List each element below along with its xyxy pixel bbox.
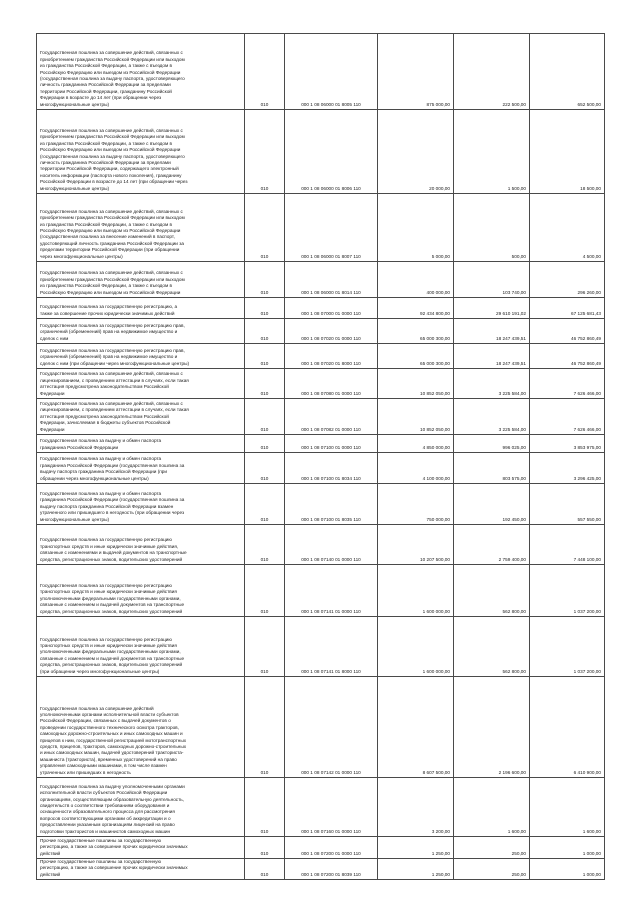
row-remaining-amount: 67 125 681,43 bbox=[530, 298, 605, 319]
row-approved-amount: 875 000,00 bbox=[378, 34, 454, 110]
row-line-code: 010 bbox=[245, 453, 285, 484]
row-remaining-amount: 557 550,00 bbox=[530, 484, 605, 525]
table-row bbox=[37, 778, 605, 837]
row-budget-code: 000 1 08 07160 01 0000 110 bbox=[285, 778, 378, 837]
row-remaining-amount: 6 410 900,00 bbox=[530, 677, 605, 778]
row-approved-amount: 1 600 000,00 bbox=[378, 617, 454, 677]
table-row bbox=[37, 837, 605, 859]
row-executed-amount: 1 500,00 bbox=[454, 110, 530, 194]
row-executed-amount: 803 575,00 bbox=[454, 453, 530, 484]
row-executed-amount: 562 800,00 bbox=[454, 565, 530, 617]
row-remaining-amount: 1 037 200,00 bbox=[530, 617, 605, 677]
row-budget-code: 000 1 08 07140 01 0000 110 bbox=[285, 525, 378, 565]
row-remaining-amount: 46 752 860,49 bbox=[530, 344, 605, 369]
row-executed-amount: 1 600,00 bbox=[454, 778, 530, 837]
row-line-code: 010 bbox=[245, 778, 285, 837]
row-line-code: 010 bbox=[245, 369, 285, 399]
row-line-code: 010 bbox=[245, 617, 285, 677]
row-remaining-amount: 1 000,00 bbox=[530, 859, 605, 880]
row-approved-amount: 92 434 800,00 bbox=[378, 298, 454, 319]
row-budget-code: 000 1 08 06000 01 8006 110 bbox=[285, 110, 378, 194]
row-budget-code: 000 1 08 07100 01 8034 110 bbox=[285, 453, 378, 484]
table-row bbox=[37, 525, 605, 565]
table-row bbox=[37, 453, 605, 484]
table-row bbox=[37, 859, 605, 880]
revenue-table-page bbox=[36, 33, 604, 880]
row-line-code: 010 bbox=[245, 837, 285, 859]
row-executed-amount: 2 196 600,00 bbox=[454, 677, 530, 778]
row-approved-amount: 1 250,00 bbox=[378, 859, 454, 880]
row-budget-code: 000 1 08 07100 01 0000 110 bbox=[285, 435, 378, 453]
row-description: Государственная пошлина за совершение действий, связанных с приобретением гражданства Российской Федерации или выходом из гражданства Российской Федерации, а также с въездом в Российскую Федерацию или выездом из Российской Федерации bbox=[37, 262, 245, 298]
row-description: Государственная пошлина за выдачу уполномоченными органами исполнительной власти субъектов Российской Федерации организациям, осуществляющим образовательную деятельность, свидетельств о соответствии требованиям оборудования и оснащенности образовательного процесса для рассмотрения вопросов соответствующими органами об аккредитации и о предоставлении указанным организациям лицензий на право подготовки трактористов и машинистов самоходных машин bbox=[37, 778, 245, 837]
table-row bbox=[37, 369, 605, 399]
row-executed-amount: 250,00 bbox=[454, 837, 530, 859]
row-line-code: 010 bbox=[245, 525, 285, 565]
row-executed-amount: 2 759 400,00 bbox=[454, 525, 530, 565]
row-budget-code: 000 1 08 07082 01 0000 110 bbox=[285, 399, 378, 435]
row-line-code: 010 bbox=[245, 435, 285, 453]
row-approved-amount: 1 600 000,00 bbox=[378, 565, 454, 617]
row-line-code: 010 bbox=[245, 859, 285, 880]
row-remaining-amount: 3 296 425,00 bbox=[530, 453, 605, 484]
row-budget-code: 000 1 08 07100 01 8035 110 bbox=[285, 484, 378, 525]
row-executed-amount: 996 025,00 bbox=[454, 435, 530, 453]
row-description: Государственная пошлина за государственную регистрацию транспортных средств и иные юридически значимые действия уполномоченными федеральными государственными органами, связанные с изменением и выдачей документов на транспортные средства, регистрационных знаков, водительских удостоверений (при обращении через многофункциональные центры) bbox=[37, 617, 245, 677]
table-row bbox=[37, 194, 605, 262]
row-approved-amount: 750 000,00 bbox=[378, 484, 454, 525]
row-line-code: 010 bbox=[245, 319, 285, 344]
row-description: Государственная пошлина за государственную регистрацию, а также за совершение прочих юридически значимых действий bbox=[37, 298, 245, 319]
table-row bbox=[37, 34, 605, 110]
row-budget-code: 000 1 08 07080 01 0000 110 bbox=[285, 369, 378, 399]
row-line-code: 010 bbox=[245, 194, 285, 262]
row-approved-amount: 65 000 300,00 bbox=[378, 319, 454, 344]
row-budget-code: 000 1 08 07200 01 8039 110 bbox=[285, 859, 378, 880]
row-description: Государственная пошлина за совершение действий, связанных с лицензированием, с проведением аттестации в случаях, если такая аттестация предусмотрена законодательством Российской Федерации bbox=[37, 369, 245, 399]
row-description: Прочие государственные пошлины за государственную регистрацию, а также за совершение прочих юридически значимых действий bbox=[37, 837, 245, 859]
row-approved-amount: 5 000,00 bbox=[378, 194, 454, 262]
row-line-code: 010 bbox=[245, 262, 285, 298]
table-row bbox=[37, 344, 605, 369]
row-approved-amount: 65 000 300,00 bbox=[378, 344, 454, 369]
table-row bbox=[37, 565, 605, 617]
row-executed-amount: 500,00 bbox=[454, 194, 530, 262]
row-description: Государственная пошлина за совершение действий уполномоченными органами исполнительной власти субъектов Российской Федерации, связанных с выдачей документов о проведении государственного технического осмотра тракторов, самоходных дорожно-строительных и иных самоходных машин и прицепов к ним, государственной регистрацией мототранспортных средств, прицепов, тракторов, самоходных дорожно-строительных и иных самоходных машин, выдачей удостоверений тракториста- машиниста (тракториста), временных удостоверений на право управления самоходными машинами, в том числе взамен утраченных или пришедших в негодность bbox=[37, 677, 245, 778]
row-executed-amount: 18 247 439,51 bbox=[454, 344, 530, 369]
row-remaining-amount: 3 853 975,00 bbox=[530, 435, 605, 453]
row-budget-code: 000 1 08 06000 01 8007 110 bbox=[285, 194, 378, 262]
row-remaining-amount: 4 500,00 bbox=[530, 194, 605, 262]
row-description: Государственная пошлина за выдачу и обмен паспорта гражданина Российской Федерации bbox=[37, 435, 245, 453]
row-remaining-amount: 7 448 100,00 bbox=[530, 525, 605, 565]
row-line-code: 010 bbox=[245, 298, 285, 319]
row-budget-code: 000 1 08 07020 01 0000 110 bbox=[285, 319, 378, 344]
row-description: Государственная пошлина за государственную регистрацию прав, ограничений (обременений) прав на недвижимое имущество и сделок с ним (при обращении через многофункциональные центры) bbox=[37, 344, 245, 369]
row-approved-amount: 10 852 050,00 bbox=[378, 399, 454, 435]
row-executed-amount: 103 740,00 bbox=[454, 262, 530, 298]
row-executed-amount: 3 225 584,00 bbox=[454, 399, 530, 435]
row-approved-amount: 400 000,00 bbox=[378, 262, 454, 298]
revenue-table bbox=[36, 33, 605, 880]
table-row bbox=[37, 677, 605, 778]
row-approved-amount: 10 207 500,00 bbox=[378, 525, 454, 565]
row-budget-code: 000 1 08 07141 01 8000 110 bbox=[285, 617, 378, 677]
table-row bbox=[37, 110, 605, 194]
row-executed-amount: 18 247 439,51 bbox=[454, 319, 530, 344]
row-remaining-amount: 1 600,00 bbox=[530, 778, 605, 837]
row-remaining-amount: 7 626 466,00 bbox=[530, 399, 605, 435]
row-line-code: 010 bbox=[245, 34, 285, 110]
table-row bbox=[37, 617, 605, 677]
row-executed-amount: 222 500,00 bbox=[454, 34, 530, 110]
row-line-code: 010 bbox=[245, 565, 285, 617]
row-budget-code: 000 1 08 06000 01 8005 110 bbox=[285, 34, 378, 110]
row-description: Государственная пошлина за выдачу и обмен паспорта гражданина Российской Федерации (государственная пошлина за выдачу паспорта гражданина Российской Федерации взамен утраченного или пришедшего в негодность (при обращении через многофункциональные центры) bbox=[37, 484, 245, 525]
table-row bbox=[37, 484, 605, 525]
row-remaining-amount: 652 500,00 bbox=[530, 34, 605, 110]
row-remaining-amount: 296 260,00 bbox=[530, 262, 605, 298]
row-remaining-amount: 1 000,00 bbox=[530, 837, 605, 859]
row-description: Государственная пошлина за государственную регистрацию транспортных средств и иные юридически значимые действия, связанные с изменениями и выдачей документов на транспортные средства, регистрационных знаков, водительских удостоверений bbox=[37, 525, 245, 565]
row-approved-amount: 20 000,00 bbox=[378, 110, 454, 194]
row-description: Государственная пошлина за выдачу и обмен паспорта гражданина Российской Федерации (государственная пошлина за выдачу паспорта гражданина Российской Федерации (при обращении через многофункциональные центры) bbox=[37, 453, 245, 484]
row-description: Прочие государственные пошлины за государственную регистрацию, а также за совершение прочих юридически значимых действий bbox=[37, 859, 245, 880]
row-line-code: 010 bbox=[245, 677, 285, 778]
row-description: Государственная пошлина за совершение действий, связанных с приобретением гражданства Российской Федерации или выходом из гражданства Российской Федерации, а также с въездом в Российскую Федерацию или выездом из Российской Федерации (государственная пошлина за выдачу паспорта, удостоверяющего личность гражданина Российской Федерации за пределами территории Российской Федерации, содержащего электронный носитель информации (паспорта нового поколения), гражданину Российской Федерации в возрасте до 14 лет (при обращении через многофункциональные центры) bbox=[37, 110, 245, 194]
table-row bbox=[37, 298, 605, 319]
table-row bbox=[37, 399, 605, 435]
row-remaining-amount: 46 752 860,49 bbox=[530, 319, 605, 344]
row-line-code: 010 bbox=[245, 110, 285, 194]
row-approved-amount: 3 200,00 bbox=[378, 778, 454, 837]
row-approved-amount: 4 100 000,00 bbox=[378, 453, 454, 484]
row-approved-amount: 10 852 050,00 bbox=[378, 369, 454, 399]
row-approved-amount: 1 250,00 bbox=[378, 837, 454, 859]
row-remaining-amount: 18 500,00 bbox=[530, 110, 605, 194]
row-description: Государственная пошлина за государственную регистрацию транспортных средств и иные юридически значимые действия уполномоченными федеральными государственными органами, связанные с изменением и выдачей документов на транспортные средства, регистрационных знаков, водительских удостоверений bbox=[37, 565, 245, 617]
row-executed-amount: 29 610 191,02 bbox=[454, 298, 530, 319]
row-budget-code: 000 1 08 07000 01 0000 110 bbox=[285, 298, 378, 319]
row-budget-code: 000 1 08 07141 01 0000 110 bbox=[285, 565, 378, 617]
table-row bbox=[37, 319, 605, 344]
row-line-code: 010 bbox=[245, 399, 285, 435]
row-executed-amount: 250,00 bbox=[454, 859, 530, 880]
row-budget-code: 000 1 08 07142 01 0000 110 bbox=[285, 677, 378, 778]
row-description: Государственная пошлина за государственную регистрацию прав, ограничений (обременений) прав на недвижимое имущество и сделок с ним bbox=[37, 319, 245, 344]
row-line-code: 010 bbox=[245, 484, 285, 525]
row-executed-amount: 192 450,00 bbox=[454, 484, 530, 525]
row-description: Государственная пошлина за совершение действий, связанных с приобретением гражданства Российской Федерации или выходом из гражданства Российской Федерации, а также с въездом в Российскую Федерацию или выездом из Российской Федерации (государственная пошлина за внесение изменений в паспорт, удостоверяющий личность гражданина Российской Федерации за пределами территории Российской Федерации (при обращении через многофункциональные центры) bbox=[37, 194, 245, 262]
row-budget-code: 000 1 08 06000 01 8014 110 bbox=[285, 262, 378, 298]
row-remaining-amount: 7 626 466,00 bbox=[530, 369, 605, 399]
row-budget-code: 000 1 08 07200 01 0000 110 bbox=[285, 837, 378, 859]
table-row bbox=[37, 435, 605, 453]
table-row bbox=[37, 262, 605, 298]
row-executed-amount: 3 225 584,00 bbox=[454, 369, 530, 399]
row-executed-amount: 562 800,00 bbox=[454, 617, 530, 677]
row-approved-amount: 8 607 500,00 bbox=[378, 677, 454, 778]
row-description: Государственная пошлина за совершение действий, связанных с приобретением гражданства Российской Федерации или выходом из гражданства Российской Федерации, а также с въездом в Российскую Федерацию или выездом из Российской Федерации (государственная пошлина за выдачу паспорта, удостоверяющего личность гражданина Российской Федерации за пределами территории Российской Федерации, гражданину Российской Федерации в возрасте до 14 лет (при обращении через многофункциональные центры) bbox=[37, 34, 245, 110]
row-budget-code: 000 1 08 07020 01 8000 110 bbox=[285, 344, 378, 369]
row-approved-amount: 4 850 000,00 bbox=[378, 435, 454, 453]
row-line-code: 010 bbox=[245, 344, 285, 369]
row-description: Государственная пошлина за совершение действий, связанных с лицензированием, с проведением аттестации в случаях, если такая аттестация предусмотрена законодательством Российской Федерации, зачисляемая в бюджеты субъектов Российской Федерации bbox=[37, 399, 245, 435]
row-remaining-amount: 1 037 200,00 bbox=[530, 565, 605, 617]
